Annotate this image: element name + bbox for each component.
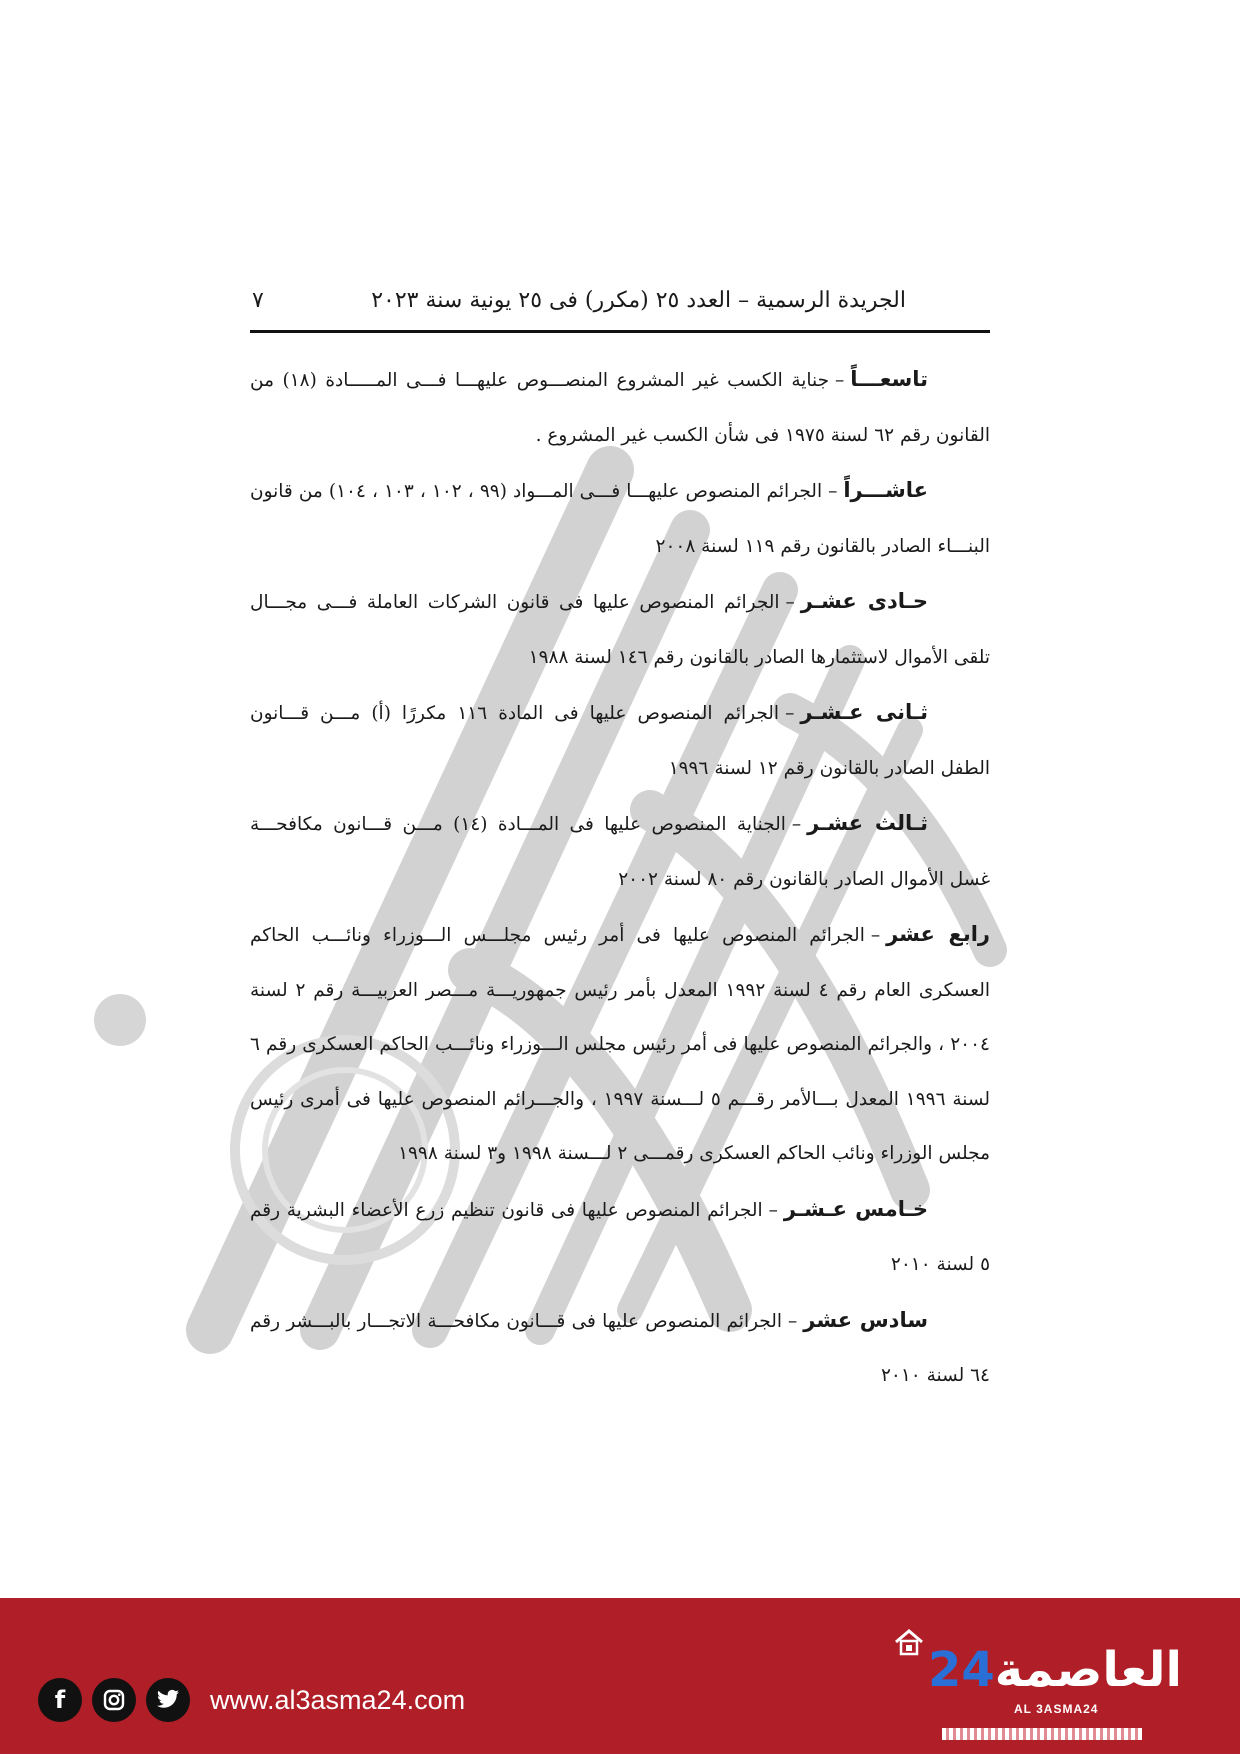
article-item: تاسعـــاً–جناية الكسب غير المشروع المنصـــوص عليهـــا فـــى المـــــادة (١٨) من القانون رقم ٦٢ لسنة ١٩٧٥ فى شأن الكسب غير المشروع . bbox=[250, 367, 990, 446]
item-label: ثـالث عشـر bbox=[807, 811, 928, 835]
article-item: حـادى عشـر–الجرائم المنصوص عليها فى قانون الشركات العاملة فـــى مجـــال تلقى الأموال لاستثمارها الصادر بالقانون رقم ١٤٦ لسنة ١٩٨٨ bbox=[250, 589, 990, 668]
item-text: الجرائم المنصوص عليها فى قـــانون مكافحـــة الاتجـــار بالبـــشر رقم ٦٤ لسنة ٢٠١٠ bbox=[250, 1310, 990, 1386]
social-links bbox=[38, 1678, 190, 1722]
logo-number: 24 bbox=[927, 1642, 995, 1698]
item-text: الجرائم المنصوص عليهـــا فـــى المـــواد (٩٩ ، ١٠٢ ، ١٠٣ ، ١٠٤) من قانون البنـــاء الصادر بالقانون رقم ١١٩ لسنة ٢٠٠٨ bbox=[250, 481, 990, 557]
item-text: الجرائم المنصوص عليها فى قانون تنظيم زرع الأعضاء البشرية رقم ٥ لسنة ٢٠١٠ bbox=[250, 1199, 990, 1275]
house-icon bbox=[894, 1628, 924, 1656]
brand-logo[interactable] bbox=[888, 1616, 1188, 1746]
item-label: تاسعـــاً bbox=[850, 367, 928, 391]
document-body bbox=[250, 352, 990, 1404]
twitter-icon[interactable] bbox=[146, 1678, 190, 1722]
article-item: عاشـــراً–الجرائم المنصوص عليهـــا فـــى المـــواد (٩٩ ، ١٠٢ ، ١٠٣ ، ١٠٤) من قانون البنـــاء الصادر بالقانون رقم ١١٩ لسنة ٢٠٠٨ bbox=[250, 478, 990, 557]
item-label: حـادى عشـر bbox=[800, 589, 928, 613]
site-footer bbox=[0, 1598, 1240, 1754]
item-text: جناية الكسب غير المشروع المنصـــوص عليهـــا فـــى المـــــادة (١٨) من القانون رقم ٦٢ لسنة ١٩٧٥ فى شأن الكسب غير المشروع . bbox=[250, 370, 990, 446]
item-text: الجرائم المنصوص عليها فى أمر رئيس مجلـــس الـــوزراء ونائـــب الحاكم العسكرى العام رقم ٤ لسنة ١٩٩٢ المعدل بأمر رئيس جمهوريـــة مـــصر العربيـــة رقم ٢ لسنة ٢٠٠٤ ، والجرائم المنصوص عليها فى أمر رئيس مجلس الـــوزراء ونائـــب الحاكم العسكرى رقم ٦ لسنة ١٩٩٦ المعدل بـــالأمر رقـــم ٥ لـــسنة ١٩٩٧ ، والجـــرائم المنصوص عليها فى أمرى رئيس مجلس الوزراء ونائب الحاكم العسكرى رقمـــى ٢ لـــسنة ١٩٩٨ و٣ لسنة ١٩٩٨ bbox=[250, 925, 990, 1164]
article-item: ثـالث عشـر–الجناية المنصوص عليها فى المـــادة (١٤) مـــن قـــانون مكافحـــة غسل الأموال الصادر بالقانون رقم ٨٠ لسنة ٢٠٠٢ bbox=[250, 811, 990, 890]
page-number: ٧ bbox=[252, 288, 264, 313]
logo-underline bbox=[942, 1728, 1142, 1740]
item-text: الجناية المنصوص عليها فى المـــادة (١٤) مـــن قـــانون مكافحـــة غسل الأموال الصادر بالقانون رقم ٨٠ لسنة ٢٠٠٢ bbox=[250, 814, 990, 890]
item-text: الجرائم المنصوص عليها فى قانون الشركات العاملة فـــى مجـــال تلقى الأموال لاستثمارها الصادر بالقانون رقم ١٤٦ لسنة ١٩٨٨ bbox=[250, 592, 990, 668]
facebook-icon[interactable]: f bbox=[38, 1678, 82, 1722]
article-item: سادس عشر–الجرائم المنصوص عليها فى قـــانون مكافحـــة الاتجـــار بالبـــشر رقم ٦٤ لسنة ٢٠١٠ bbox=[250, 1307, 990, 1386]
item-text: الجرائم المنصوص عليها فى المادة ١١٦ مكررًا (أ) مـــن قـــانون الطفل الصادر بالقانون رقم ١٢ لسنة ١٩٩٦ bbox=[250, 703, 990, 779]
item-label: عاشـــراً bbox=[843, 478, 929, 502]
article-item: رابع عشر–الجرائم المنصوص عليها فى أمر رئيس مجلـــس الـــوزراء ونائـــب الحاكم العسكرى العام رقم ٤ لسنة ١٩٩٢ المعدل بأمر رئيس جمهوريـــة مـــصر العربيـــة رقم ٢ لسنة ٢٠٠٤ ، والجرائم المنصوص عليها فى أمر رئيس مجلس الـــوزراء ونائـــب الحاكم العسكرى رقم ٦ لسنة ١٩٩٦ المعدل بـــالأمر رقـــم ٥ لـــسنة ١٩٩٧ ، والجـــرائم المنصوص عليها فى أمرى رئيس مجلس الوزراء ونائب الحاكم العسكرى رقمـــى ٢ لـــسنة ١٩٩٨ و٣ لسنة ١٩٩٨ bbox=[250, 922, 991, 1164]
gazette-title: الجريدة الرسمية – العدد ٢٥ (مكرر) فى ٢٥ يونية سنة ٢٠٢٣ bbox=[371, 288, 906, 313]
item-label: رابع عشر bbox=[886, 922, 991, 946]
item-label: ثـانى عـشـر bbox=[800, 700, 928, 724]
page-header bbox=[250, 284, 990, 333]
item-label: سادس عشر bbox=[803, 1307, 928, 1332]
instagram-icon[interactable] bbox=[92, 1678, 136, 1722]
logo-arabic: العاصمة24 bbox=[927, 1642, 1182, 1698]
website-link[interactable]: www.al3asma24.com bbox=[210, 1685, 466, 1715]
article-item: خـامس عـشـر–الجرائم المنصوص عليها فى قانون تنظيم زرع الأعضاء البشرية رقم ٥ لسنة ٢٠١٠ bbox=[250, 1196, 990, 1275]
item-label: خـامس عـشـر bbox=[783, 1196, 928, 1221]
logo-english: AL 3ASMA24 bbox=[1014, 1702, 1099, 1716]
article-item: ثـانى عـشـر–الجرائم المنصوص عليها فى المادة ١١٦ مكررًا (أ) مـــن قـــانون الطفل الصادر بالقانون رقم ١٢ لسنة ١٩٩٦ bbox=[250, 700, 990, 779]
